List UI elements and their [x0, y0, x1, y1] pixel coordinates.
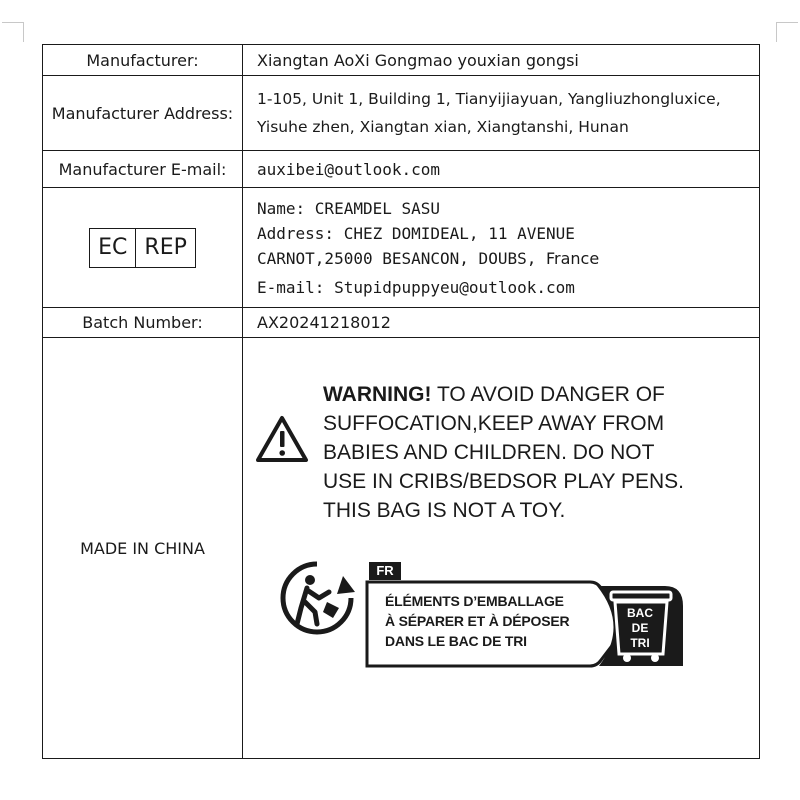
- triman-recycling-icon: [277, 558, 357, 638]
- warning-panel-cell: [243, 338, 760, 759]
- address-row: [43, 76, 760, 151]
- triman-text: [385, 591, 615, 651]
- bin-line-3: TRI: [630, 636, 650, 650]
- ec-rep-country: France: [545, 248, 600, 268]
- email-value: auxibei@outlook.com: [243, 151, 760, 188]
- batch-key: Batch Number:: [43, 308, 243, 338]
- bin-line-1: BAC: [627, 606, 653, 620]
- ec-rep-address-2: [257, 246, 759, 271]
- ec-rep-badge-rep: REP: [135, 229, 194, 267]
- warning-line-1-rest: TO AVOID DANGER OF: [431, 383, 665, 406]
- warning-text: [323, 380, 748, 525]
- warning-lead: WARNING!: [323, 383, 432, 406]
- triman-country-tag: FR: [369, 562, 401, 580]
- warning-line-3: BABIES AND CHILDREN. DO NOT: [323, 441, 655, 464]
- ec-rep-row: [43, 188, 760, 308]
- ec-rep-address-2-text: CARNOT,25000 BESANCON, DOUBS,: [257, 248, 546, 268]
- product-label-table: [42, 44, 760, 759]
- ec-rep-badge-ec: EC: [98, 235, 128, 260]
- email-key: Manufacturer E-mail:: [43, 151, 243, 188]
- origin-warning-row: [43, 338, 760, 759]
- warning-line-1: [323, 380, 748, 409]
- address-line-1: 1-105, Unit 1, Building 1, Tianyijiayuan, Yangliuzhongluxice,: [257, 90, 721, 108]
- warning-panel: [243, 338, 759, 758]
- warning-line-2: SUFFOCATION,KEEP AWAY FROM: [323, 412, 665, 435]
- manufacturer-value: Xiangtan AoXi Gongmao youxian gongsi: [243, 45, 760, 76]
- address-key: Manufacturer Address:: [43, 76, 243, 151]
- batch-row: [43, 308, 760, 338]
- address-line-2: Yisuhe zhen, Xiangtan xian, Xiangtanshi, Hunan: [257, 118, 629, 136]
- manufacturer-row: [43, 45, 760, 76]
- warning-line-5: THIS BAG IS NOT A TOY.: [323, 499, 566, 522]
- email-row: [43, 151, 760, 188]
- crop-mark-top-right-h: [776, 22, 798, 23]
- bin-line-2: DE: [631, 621, 649, 635]
- bin-label: [615, 606, 665, 651]
- made-in-china: MADE IN CHINA: [43, 338, 243, 759]
- crop-mark-top-left-h: [2, 22, 24, 23]
- ec-rep-cell: [43, 188, 243, 308]
- triman-line-2: À SÉPARER ET À DÉPOSER: [385, 613, 570, 629]
- address-value: [243, 76, 760, 151]
- crop-mark-top-left-v: [23, 22, 24, 42]
- ec-rep-name: Name: CREAMDEL SASU: [257, 198, 441, 218]
- ec-rep-email: E-mail: Stupidpuppyeu@outlook.com: [257, 277, 575, 297]
- manufacturer-key: Manufacturer:: [43, 45, 243, 76]
- batch-value: AX20241218012: [243, 308, 760, 338]
- triman-line-3: DANS LE BAC DE TRI: [385, 633, 527, 649]
- warning-line-4: USE IN CRIBS/BEDSOR PLAY PENS.: [323, 470, 684, 493]
- crop-mark-top-right-v: [776, 22, 777, 42]
- ec-rep-details: [243, 188, 760, 308]
- warning-triangle-icon: [255, 414, 309, 464]
- triman-line-1: ÉLÉMENTS D’EMBALLAGE: [385, 593, 564, 609]
- ec-rep-address-1: Address: CHEZ DOMIDEAL, 11 AVENUE: [257, 223, 575, 243]
- ec-rep-badge: [89, 228, 196, 268]
